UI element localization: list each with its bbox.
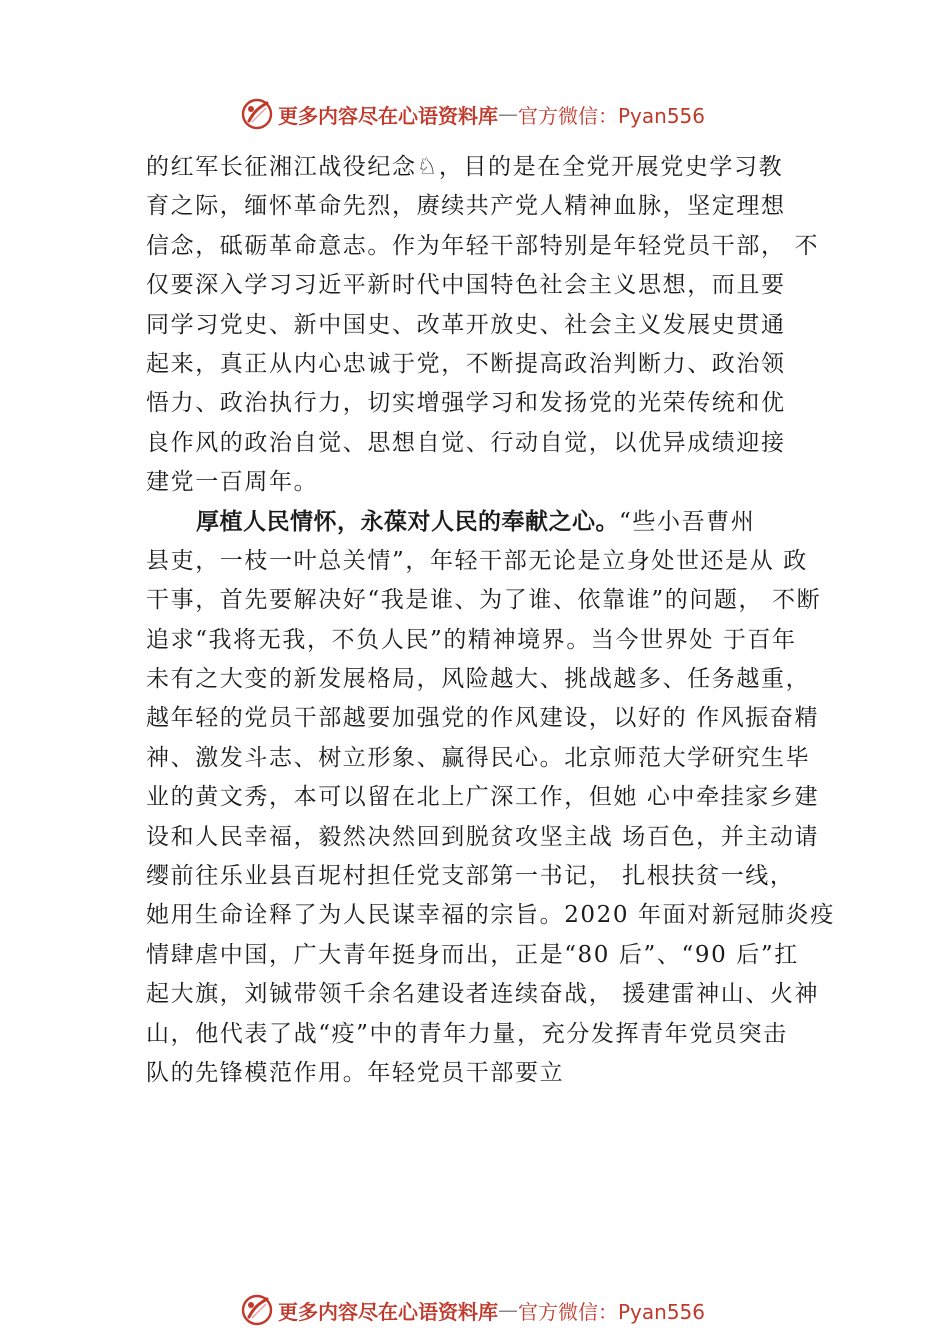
text-line: 神、激发斗志、树立形象、赢得民心。北京师范大学研究生毕 [146,744,811,771]
library-logo-icon [240,97,274,131]
text-line: 仅要深入学习习近平新时代中国特色社会主义思想，而且要 [146,272,786,299]
text-line: 业的黄文秀，本可以留在北上广深工作，但她 心中牵挂家乡建 [146,784,820,811]
text-line: 未有之大变的新发展格局，风险越大、挑战越多、任务越重， [146,666,811,693]
text-line: 同学习党史、新中国史、改革开放史、社会主义发展史贯通 [146,311,786,338]
footer-banner [240,1290,760,1330]
text-line: 起大旗，刘铖带领千余名建设者连续奋战， 援建雷神山、火神 [146,981,820,1008]
text-line: 情肆虐中国，广大青年挺身而出，正是“80 后”、“90 后”扛 [146,941,799,968]
text-line: 起来，真正从内心忠诚于党，不断提高政治判断力、政治领 [146,350,786,377]
text-line: 良作风的政治自觉、思想自觉、行动自觉，以优异成绩迎接 [146,429,786,456]
library-logo-icon [240,1293,274,1327]
banner-main-text: 更多内容尽在心语资料库 [278,103,498,128]
text-line: 越年轻的党员干部越要加强党的作风建设，以好的 作风振奋精 [146,705,820,732]
banner-main-text: 更多内容尽在心语资料库 [278,1299,498,1324]
text-line: 追求“我将无我，不负人民”的精神境界。当今世界处 于百年 [146,626,797,653]
banner-wechat-text: 官方微信：Pyan556 [518,1299,706,1324]
text-line: 山，他代表了战“疫”中的青年力量，充分发挥青年党员突击 [146,1020,788,1047]
text-line: 县吏，一枝一叶总关情”，年轻干部无论是立身处世还是从 政 [146,547,808,574]
text-line: 缨前往乐业县百坭村担任党支部第一书记， 扎根扶贫一线， [146,863,795,890]
text-line: 信念，砥砺革命意志。作为年轻干部特别是年轻党员干部， 不 [146,232,820,259]
text-line: 悟力、政治执行力，切实增强学习和发扬党的光荣传统和优 [146,390,786,417]
text-line: 育之际，缅怀革命先烈，赓续共产党人精神血脉，坚定理想 [146,193,786,220]
banner-separator: — [498,1298,518,1322]
section-heading-line [146,503,832,542]
banner-wechat-text: 官方微信：Pyan556 [518,103,706,128]
section-heading: 厚植人民情怀，永葆对人民的奉献之心。 [196,508,619,535]
text-line: 建党一百周年。 [146,469,319,496]
text-line: 的红军长征湘江战役纪念♘，目的是在全党开展党史学习教 [146,154,784,180]
text-line: 她用生命诠释了为人民谋幸福的宗旨。2020 年面对新冠肺炎疫 [146,902,835,929]
banner-separator: — [498,102,518,126]
header-banner [240,94,760,134]
text-line: 队的先锋模范作用。年轻党员干部要立 [146,1059,565,1086]
text-line: 设和人民幸福，毅然决然回到脱贫攻坚主战 场百色，并主动请 [146,823,820,850]
text-line: 干事，首先要解决好“我是谁、为了谁、依靠谁”的问题， 不断 [146,587,822,614]
document-body [146,148,835,1093]
heading-tail-text: “些小吾曹州 [619,508,756,535]
